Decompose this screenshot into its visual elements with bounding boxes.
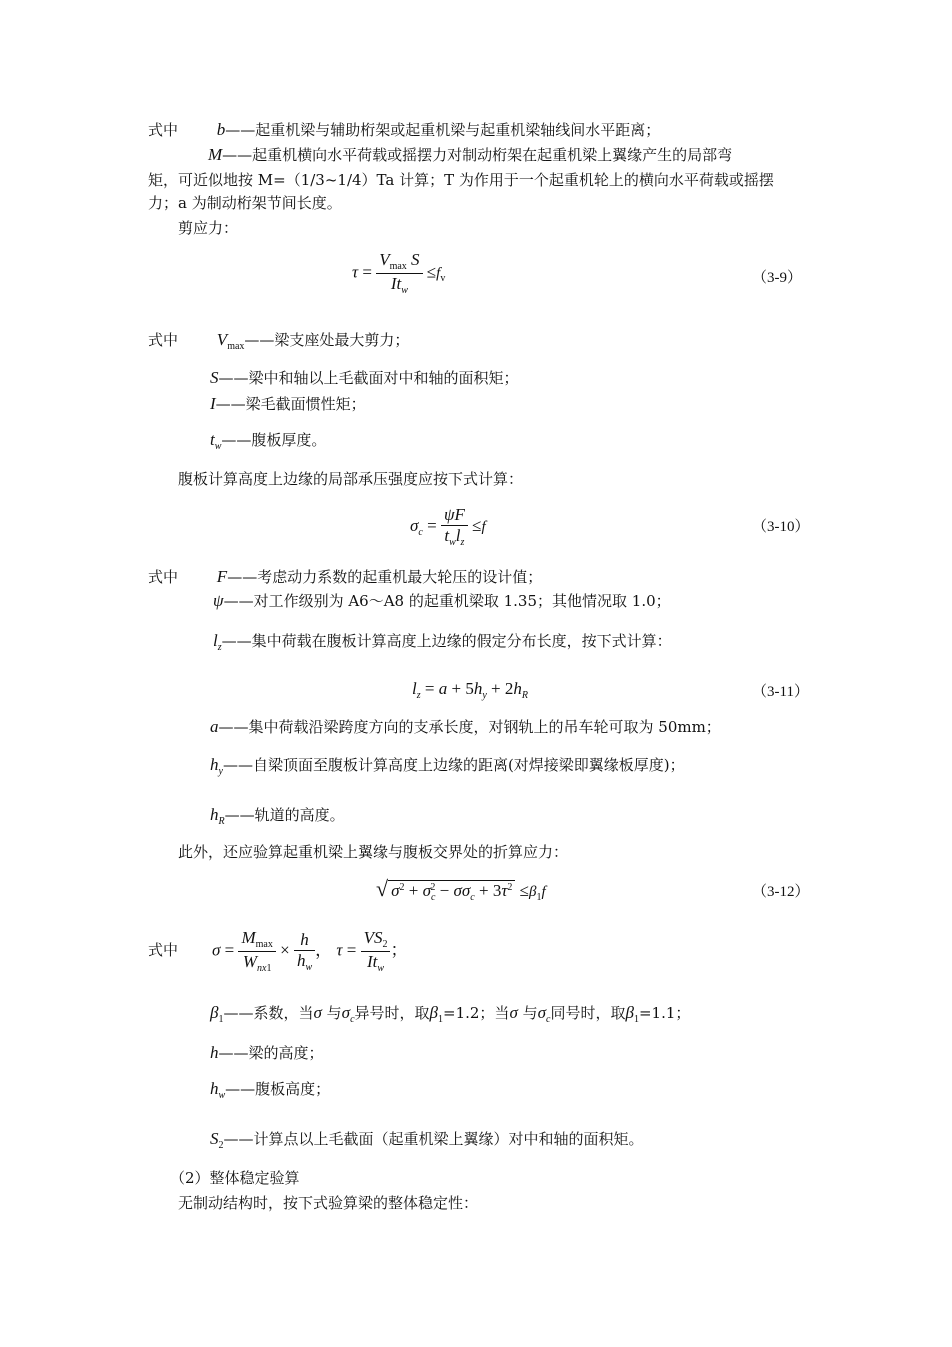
symbol-I: I — [210, 394, 216, 413]
prefix-label: 式中 — [148, 331, 179, 349]
text-line-20 — [210, 1043, 324, 1063]
text-line-15: $h_y——$自梁顶面至腹板计算高度上边缘的距离(对焊接梁即翼缘板厚度)； — [210, 755, 685, 777]
text-line-8 — [210, 394, 366, 414]
text-line-1 — [148, 120, 660, 140]
text-line-10: 腹板计算高度上边缘的局部承压强度应按下式计算： — [178, 470, 524, 488]
symbol-a: a — [210, 717, 219, 736]
text-line-22: $S_2——$计算点以上毛截面（起重机梁上翼缘）对中和轴的面积矩。 — [210, 1129, 644, 1151]
text-line-19: $\beta_1——$系数，当σ 与$\sigma_c$异号时，取$\beta_1=1.2$；当σ 与$\sigma_c$同号时，取$\beta_1=1.1$； — [210, 1003, 691, 1025]
text-line-5: 剪应力： — [178, 219, 239, 237]
text-segment: =1.1； — [638, 1004, 691, 1022]
definition-Vmax: ——梁支座处最大剪力； — [244, 331, 410, 349]
text-line-21: $h_w——$腹板高度； — [210, 1079, 331, 1101]
definition-S: ——梁中和轴以上毛截面对中和轴的面积矩； — [218, 369, 519, 387]
definition-h: ——梁的高度； — [218, 1044, 324, 1062]
text-segment: 与 — [522, 1004, 538, 1022]
definition-S2: ——计算点以上毛截面（起重机梁上翼缘）对中和轴的面积矩。 — [223, 1130, 644, 1148]
symbol-h: h — [210, 1043, 219, 1062]
equation-number-3-11: （3-11） — [752, 684, 809, 700]
text-line-9: $t_w——$腹板厚度。 — [210, 430, 327, 452]
symbol-M: M — [208, 145, 223, 164]
symbol-psi: ψ — [213, 591, 224, 610]
text-line-4: 力；a 为制动桁架节间长度。 — [148, 194, 342, 212]
text-segment: 同号时，取 — [550, 1004, 626, 1022]
prefix-label: 式中 — [148, 568, 179, 586]
text-line-13: $l_z——$集中荷载在腹板计算高度上边缘的假定分布长度，按下式计算： — [213, 631, 672, 653]
text-line-24: 无制动结构时，按下式验算梁的整体稳定性： — [178, 1194, 479, 1212]
definition-I: ——梁毛截面惯性矩； — [215, 395, 366, 413]
symbol-F: F — [216, 567, 228, 586]
definition-hR: ——轨道的高度。 — [224, 806, 345, 824]
definition-M: ——起重机横向水平荷载或摇摆力对制动桁架在起重机梁上翼缘产生的局部弯 — [222, 146, 733, 164]
definition-hy: ——自梁顶面至腹板计算高度上边缘的距离(对焊接梁即翼缘板厚度)； — [222, 756, 685, 774]
prefix-label: 式中 — [148, 121, 179, 139]
text-segment: 异号时，取 — [354, 1004, 430, 1022]
text-line-7 — [210, 368, 519, 388]
definition-hw: ——腹板高度； — [225, 1080, 331, 1098]
equation-number-3-10: （3-10） — [752, 519, 810, 535]
definition-F: ——考虑动力系数的起重机最大轮压的设计值； — [227, 568, 543, 586]
equation-3-11: $l_z = a + 5h_y + 2h_R$ — [412, 679, 528, 701]
symbol-S: S — [210, 368, 219, 387]
text-segment: =1.2；当 — [443, 1004, 510, 1022]
text-segment: 与 — [326, 1004, 342, 1022]
definition-b: ——起重机梁与辅助桁架或起重机梁与起重机梁轴线间水平距离； — [225, 121, 661, 139]
definition-tw: ——腹板厚度。 — [221, 431, 327, 449]
text-line-12 — [213, 591, 671, 611]
text-line-2 — [208, 145, 732, 165]
definition-a: ——集中荷载沿梁跨度方向的支承长度，对钢轨上的吊车轮可取为 50mm； — [218, 718, 721, 736]
text-line-11 — [148, 567, 542, 587]
text-line-3: 矩，可近似地按 M=（1/3~1/4）Ta 计算；T 为作用于一个起重机轮上的横向水平荷载或摇摆 — [148, 171, 774, 189]
definition-psi: ——对工作级别为 A6～A8 的起重机梁取 1.35；其他情况取 1.0； — [223, 592, 671, 610]
text-line-18: 式中 — [148, 941, 179, 959]
text-line-16: $h_R——$轨道的高度。 — [210, 805, 345, 827]
equation-number-3-9: （3-9） — [752, 270, 802, 286]
equation-sigma-tau: σ = $\frac{M_{max}}{W_{nx1}}$ × $\frac{h}{h_w}$ ， τ = $\frac{VS_2}{It_w}$ ； — [212, 928, 408, 974]
symbol-b: b — [216, 120, 226, 139]
equation-3-10: $\sigma_c$ = $\frac{\psi F}{t_wl_z}$ ≤f — [410, 505, 486, 548]
section-heading-2: （2）整体稳定验算 — [170, 1169, 300, 1187]
text-line-17: 此外，还应验算起重机梁上翼缘与腹板交界处的折算应力： — [178, 843, 569, 861]
equation-number-3-12: （3-12） — [752, 884, 810, 900]
text-line-6: 式中 $V_{max}——$梁支座处最大剪力； — [148, 330, 410, 352]
equation-3-9: τ = $\frac{V_{max} S}{It_w}$ $\le f_v$ — [352, 250, 446, 296]
equation-3-12: √ $\sigma^2 + \sigma_c^2 - \sigma\sigma_c + 3\tau^2 \le\beta_1f$ — [376, 876, 546, 903]
text-segment: ——系数，当 — [223, 1004, 314, 1022]
definition-lz: ——集中荷载在腹板计算高度上边缘的假定分布长度，按下式计算： — [221, 632, 672, 650]
text-line-14 — [210, 717, 721, 737]
